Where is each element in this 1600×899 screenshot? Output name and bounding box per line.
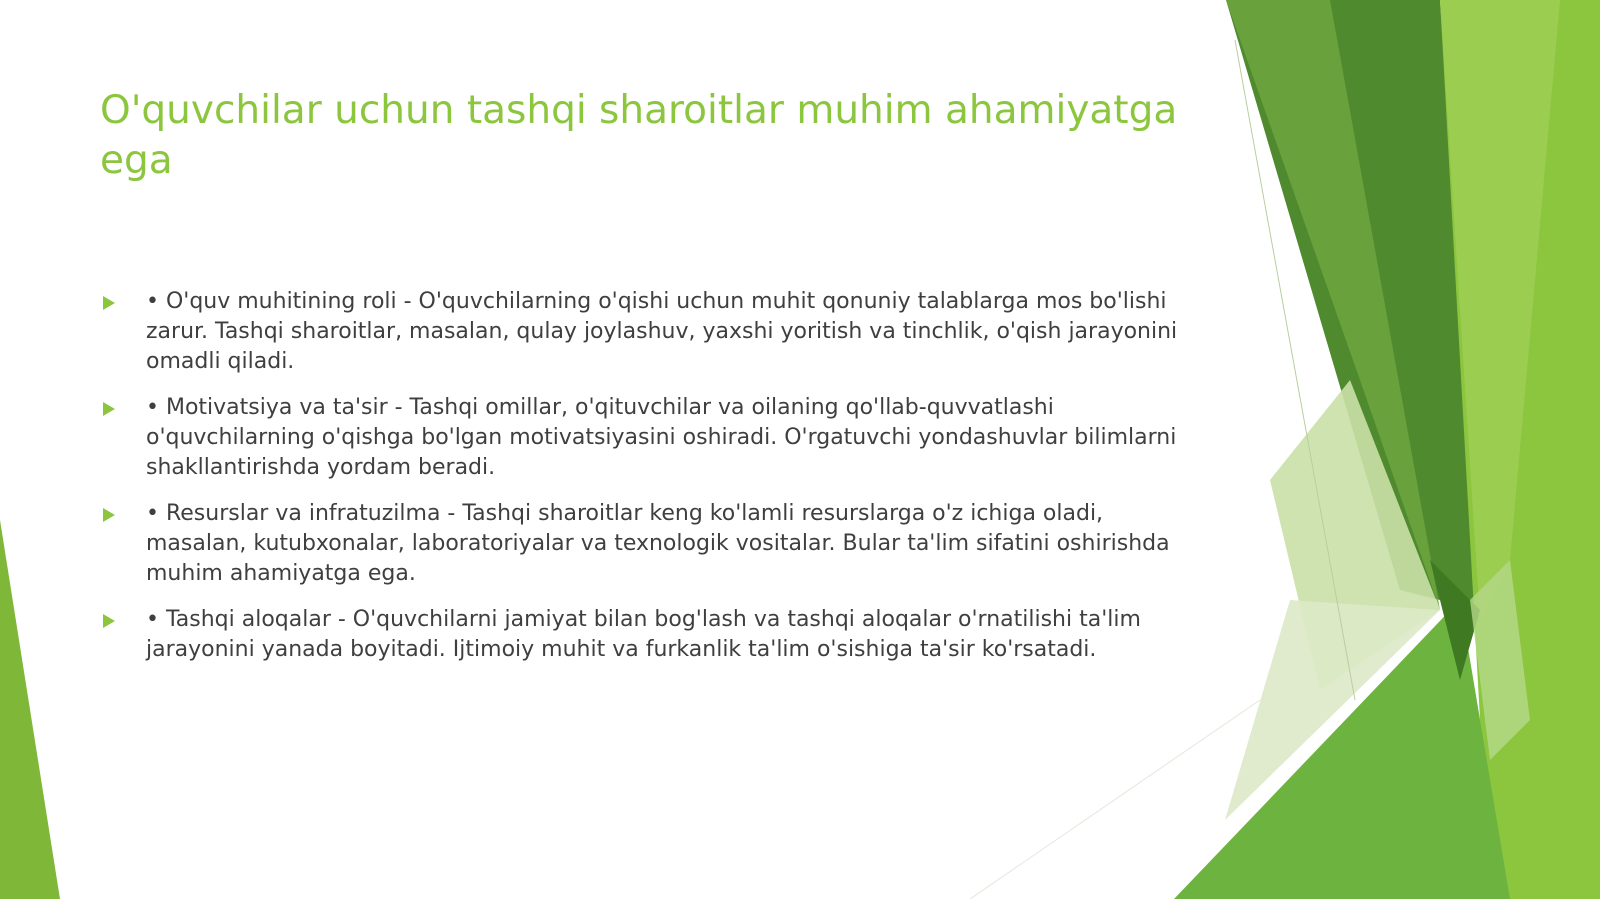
- bullet-item: [100, 605, 1210, 665]
- bullet-text: • O'quv muhitining roli - O'quvchilarning o'qishi uchun muhit qonuniy talablarga mos bo'lishi zarur. Tashqi sharoitlar, masalan, qulay joylashuv, yaxshi yoritish va tinchlik, o'qish jarayonini omadli qiladi.: [146, 289, 1178, 374]
- triangle-bullet-icon: [103, 296, 115, 310]
- left-green-sliver: [0, 520, 60, 899]
- triangle-bullet-icon: [103, 614, 115, 628]
- bullet-list: [100, 287, 1210, 681]
- triangle-bullet-icon: [103, 402, 115, 416]
- triangle-bullet-icon: [103, 508, 115, 522]
- bullet-item: [100, 393, 1210, 483]
- bullet-item: [100, 499, 1210, 589]
- bullet-item: [100, 287, 1210, 377]
- slide-title: O'quvchilar uchun tashqi sharoitlar muhim ahamiyatga ega: [100, 88, 1178, 183]
- bullet-text: • Resurslar va infratuzilma - Tashqi sharoitlar keng ko'lamli resurslarga o'z ichiga oladi, masalan, kutubxonalar, laboratoriyalar va texnologik vositalar. Bular ta'lim sifatini oshirishda muhim ahamiyatga ega.: [146, 501, 1170, 586]
- bullet-text: • Tashqi aloqalar - O'quvchilarni jamiyat bilan bog'lash va tashqi aloqalar o'rnatilishi ta'lim jarayonini yanada boyitadi. Ijtimoiy muhit va furkanlik ta'lim o'sishiga ta'sir ko'rsatadi.: [146, 607, 1141, 662]
- bullet-text: • Motivatsiya va ta'sir - Tashqi omillar, o'qituvchilar va oilaning qo'llab-quvvatlashi o'quvchilarning o'qishga bo'lgan motivatsiyasini oshiradi. O'rgatuvchi yondashuvlar bilimlarni shakllantirishda yordam beradi.: [146, 395, 1177, 480]
